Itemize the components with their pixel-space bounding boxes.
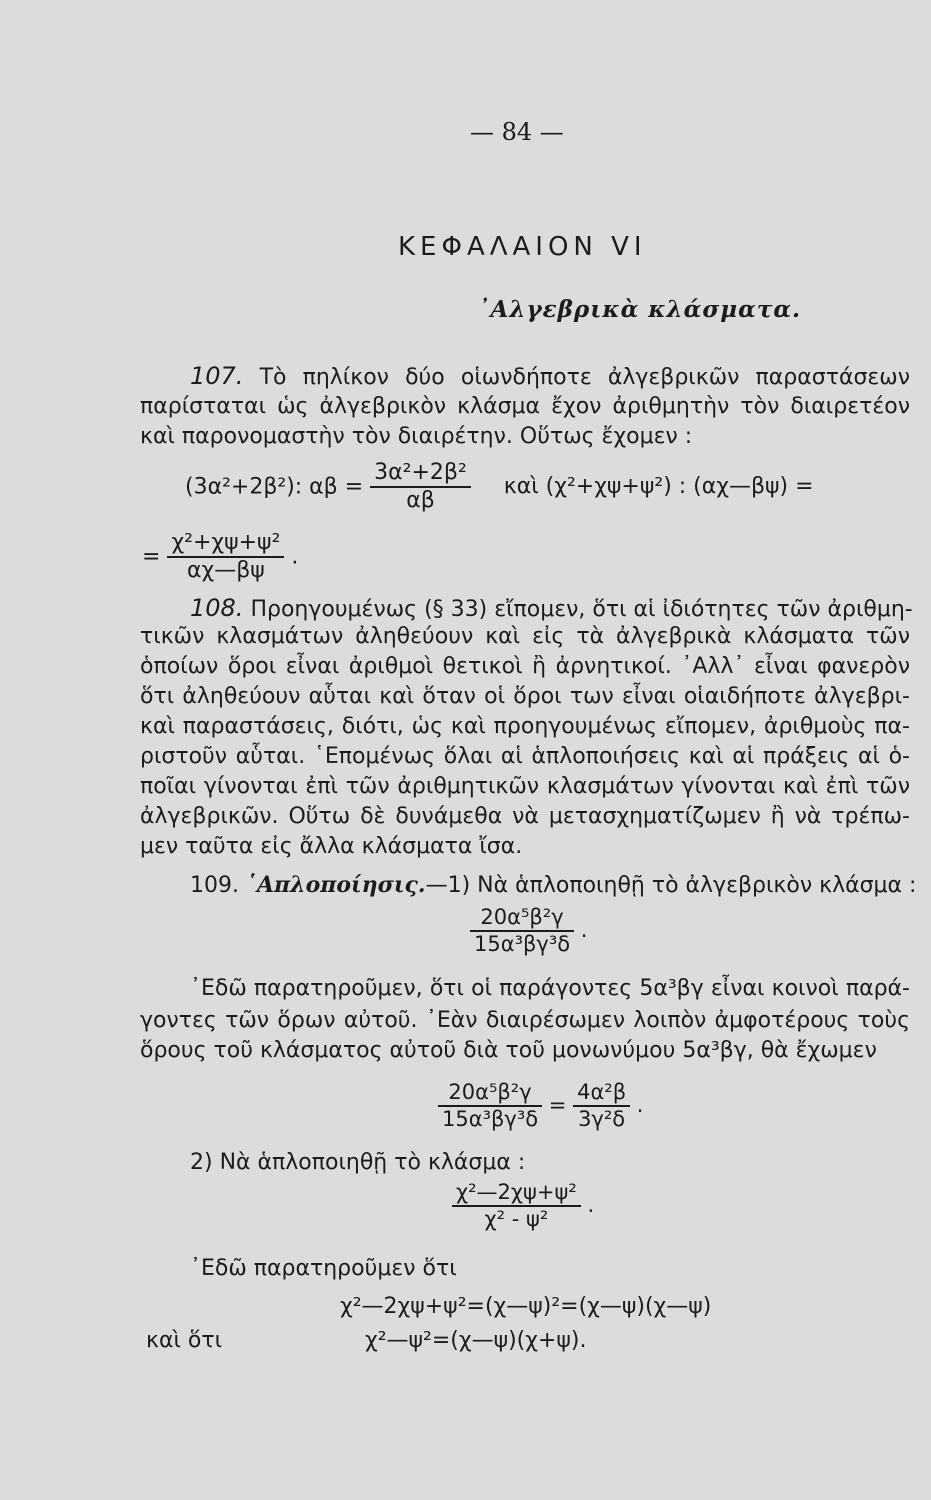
sec107-line-2: παρίσταται ὡς ἀλγεβρικὸν κλάσμα ἔχον ἀριθμητὴν τὸν διαιρετέον [140,394,910,419]
fraction-1-end: . [580,918,588,943]
sec108-line-5: καὶ παραστάσεις, διότι, ὡς καὶ προηγουμένως εἴπομεν, ἀριθμοὺς πα- [140,714,910,739]
sec108-line-7: ποῖαι γίνονται ἐπὶ τῶν ἀριθμητικῶν κλασμάτων γίνονται καὶ ἐπὶ τῶν [140,774,910,799]
fraction-1 [470,905,587,957]
sec108-line-2: τικῶν κλασμάτων ἀληθεύουν καὶ εἰς τὰ ἀλγεβρικὰ κλάσματα τῶν [140,624,910,649]
eq2-numerator: χ²+χψ+ψ² [167,530,284,558]
fraction-1-body [470,905,574,957]
equation-3-end: . [636,1093,644,1118]
sec108-line-9: μεν ταῦτα εἰς ἄλλα κλάσματα ἴσα. [140,834,523,859]
sec109-line-4: ὅρους τοῦ κλάσματος αὐτοῦ διὰ τοῦ μονωνύμου 5α³βγ, θὰ ἔχωμεν [140,1038,877,1063]
eq2-end: . [291,544,299,570]
eq1-numerator: 3α²+2β² [370,460,471,488]
fraction-4-end: . [587,1193,595,1218]
eq2-fraction [167,530,284,585]
fraction-1-numerator: 20α⁵β²γ [470,905,574,932]
sec108-line-8: ἀλγεβρικῶν. Οὕτω δὲ δυνάμεθα νὰ μετασχηματίζωμεν ἢ νὰ τρέπω- [140,804,910,829]
fraction-3-numerator: 4α²β [573,1080,630,1107]
fraction-3-denominator: 3γ²δ [578,1107,626,1132]
equation-3 [438,1080,643,1132]
sec108-number: 108. [190,594,244,622]
sec107-line-3: καὶ παρονομαστὴν τὸν διαιρέτην. Οὕτως ἔχομεν : [140,424,693,449]
sec109-line-2 [140,976,910,1001]
equation-2 [142,530,298,585]
chapter-title: ΚΕΦΑΛΑΙΟΝ VI [398,232,647,262]
sec108-line-6: ριστοῦν αὗται. ῾Επομένως ὅλαι αἱ ἁπλοποιήσεις καὶ αἱ πράξεις αἱ ὁ- [140,744,910,769]
fraction-4-numerator: χ²—2χψ+ψ² [452,1180,581,1207]
sec107-text-1: Τὸ πηλίκον δύο οἱωνδήποτε ἀλγεβρικῶν παραστάσεων [259,365,910,390]
eq1-left: (3α²+2β²): αβ = [185,474,364,500]
eq1-middle: καὶ (χ²+χψ+ψ²) : (αχ—βψ) = [503,474,814,500]
sec109-line-5: 2) Νὰ ἁπλοποιηθῇ τὸ κλάσμα : [190,1150,526,1175]
sec109-line-6: ᾿Εδῶ παρατηροῦμεν ὅτι [190,1256,457,1281]
fraction-4-denominator: χ² - ψ² [484,1207,549,1232]
sec108-line-1 [140,594,913,622]
sec109-heading: ῾Απλοποίησις. [245,872,426,898]
fraction-4-body [452,1180,581,1232]
eq1-fraction [370,460,471,515]
sec109-line-3: γοντες τῶν ὅρων αὐτοῦ. ᾿Εὰν διαιρέσωμεν λοιπὸν ἀμφοτέρους τοὺς [140,1008,910,1033]
fraction-3 [573,1080,630,1132]
chapter-subtitle: ᾿Αλγεβρικὰ κλάσματα. [478,296,802,323]
eq2-equals: = [142,544,161,570]
sec107-line-1 [140,362,910,390]
eq1-denominator: αβ [406,488,435,514]
sec109-line-7: καὶ ὅτι [146,1328,223,1353]
sec107-number: 107. [190,362,244,390]
equation-3-equals: = [548,1093,567,1118]
fraction-1-denominator: 15α³βγ³δ [474,932,571,957]
fraction-2-numerator: 20α⁵β²γ [438,1080,542,1107]
equation-1 [185,460,814,515]
sec108-text-1: Προηγουμένως (§ 33) εἴπομεν, ὅτι αἱ ἰδιότητες τῶν ἀριθμη- [250,597,913,622]
sec108-line-4: ὅτι ἀληθεύουν αὗται καὶ ὅταν οἱ ὅροι των εἶναι οἱαιδήποτε ἀλγεβρι- [140,684,910,709]
page-number: — 84 — [470,118,564,146]
sec109-number: 109. [190,873,239,898]
fraction-4 [452,1180,594,1232]
sec109-line-1 [190,872,916,898]
sec108-line-3: ὁποίων ὅροι εἶναι ἀριθμοὶ θετικοὶ ἢ ἀρνητικοί. ᾿Αλλ᾿ εἶναι φανερὸν [140,654,910,679]
sec109-text-1: —1) Νὰ ἁπλοποιηθῇ τὸ ἀλγεβρικὸν κλάσμα : [425,873,917,898]
fraction-2 [438,1080,542,1132]
equation-4: χ²—2χψ+ψ²=(χ—ψ)²=(χ—ψ)(χ—ψ) [340,1294,712,1319]
eq2-denominator: αχ—βψ [187,558,265,584]
fraction-2-denominator: 15α³βγ³δ [442,1107,539,1132]
equation-5: χ²—ψ²=(χ—ψ)(χ+ψ). [365,1328,587,1353]
sec109-text-2: ᾿Εδῶ παρατηροῦμεν, ὅτι οἱ παράγοντες 5α³βγ εἶναι κοινοὶ παρά- [190,976,910,1001]
